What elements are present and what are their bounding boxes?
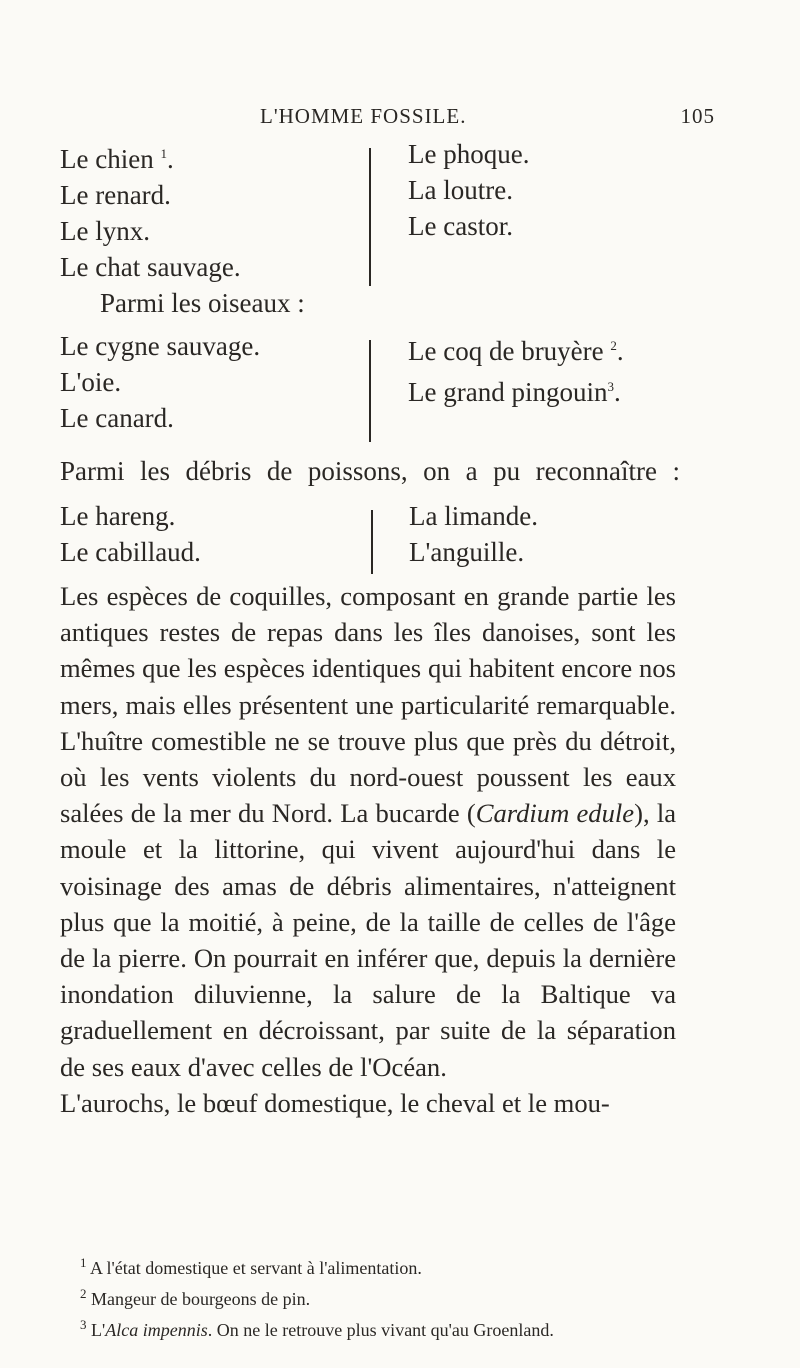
bird-list-left	[60, 328, 260, 436]
footnote: $^1$ A l'état domestique et servant à l'alimentation.	[80, 1255, 422, 1278]
footnote: $^3$ L'Alca impennis. On ne le retrouve plus vivant qu'au Groenland.	[80, 1317, 554, 1340]
list-item: L'anguille.	[409, 537, 525, 567]
list-item: L'oie.	[60, 367, 122, 397]
body-text	[60, 578, 676, 1121]
mammal-list-right	[408, 136, 529, 244]
fish-heading: Parmi les débris de poissons, on a pu reconnaître :	[60, 456, 680, 486]
list-item: Le chien $^1$.	[60, 144, 174, 174]
bird-list-right	[408, 328, 624, 410]
list-item: Le canard.	[60, 403, 174, 433]
footnote: $^2$ Mangeur de bourgeons de pin.	[80, 1286, 311, 1309]
column-divider	[371, 510, 373, 574]
column-divider	[369, 148, 371, 286]
list-item: Le phoque.	[408, 139, 530, 169]
list-item: Le cabillaud.	[60, 537, 201, 567]
fish-list-left	[60, 498, 201, 570]
list-item: Le lynx.	[60, 216, 150, 246]
species-name: Cardium edule	[475, 798, 635, 829]
footnote-ref: 3	[607, 379, 614, 394]
paragraph: L'aurochs, le bœuf domestique, le cheval et le mou-	[60, 1087, 610, 1118]
list-item: La limande.	[409, 501, 538, 531]
footnote-ref: 1	[160, 146, 167, 161]
list-item: Le coq de bruyère $^2$.	[408, 336, 624, 366]
paragraph: Les espèces de coquilles, composant en grande partie les antiques restes de repas dans les îles danoises, sont les mêmes que les espèces identiques qui habitent encore nos mers, mais elles présentent une particularité remarquable. L'huître comestible ne se trouve plus que près du détroit, où les vents violents du nord-ouest poussent les eaux salées de la mer du Nord. La bucarde (Cardium edule), la moule et la littorine, qui vivent aujourd'hui dans le voisinage des amas de débris alimentaires, n'atteignent plus que la moitié, à peine, de la taille de celles de l'âge de la pierre. On pourrait en inférer que, depuis la dernière inondation diluvienne, la salure de la Baltique va graduellement en décroissant, par suite de la séparation de ses eaux d'avec celles de l'Océan.	[60, 581, 677, 1082]
footnote-ref: 2	[610, 338, 617, 353]
list-item: Le hareng.	[60, 501, 176, 531]
list-item: Le chat sauvage.	[60, 252, 241, 282]
fish-list-right	[409, 498, 538, 570]
list-item: Le cygne sauvage.	[60, 331, 261, 361]
list-item: Le grand pingouin$^3$.	[408, 377, 621, 407]
birds-heading: Parmi les oiseaux :	[100, 288, 305, 318]
list-item: Le castor.	[408, 211, 513, 241]
running-title: L'HOMME FOSSILE.	[260, 104, 467, 128]
list-item: La loutre.	[408, 175, 513, 205]
footnotes	[80, 1250, 680, 1343]
page-number: 105	[680, 104, 715, 128]
list-item: Le renard.	[60, 180, 171, 210]
column-divider	[369, 340, 371, 442]
mammal-list-left	[60, 136, 241, 285]
